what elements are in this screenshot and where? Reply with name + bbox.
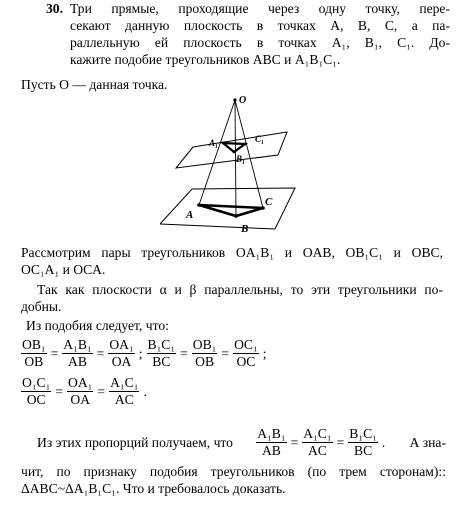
label-a: A — [186, 209, 194, 221]
fraction — [147, 338, 177, 369]
fraction-numerator: OA₁ — [68, 375, 93, 390]
fraction-numerator: A₁C₁ — [110, 375, 139, 390]
label-a1: A₁ — [209, 138, 219, 148]
point-b — [234, 214, 238, 218]
equation-operator: = — [290, 434, 299, 450]
fraction — [348, 427, 378, 458]
equation-operator: = — [336, 434, 345, 450]
problem-line: секают данную плоскость в точках A, B, C, а па- — [70, 18, 450, 33]
label-b: B — [241, 223, 249, 235]
problem-number: 30. — [46, 1, 63, 16]
fraction-denominator: AB — [261, 443, 281, 458]
conclusion-start: Из этих пропорций получаем, что — [37, 434, 233, 450]
equation-operator: = — [50, 345, 59, 361]
equation-operator: = — [55, 383, 64, 399]
equation-operator: = — [96, 345, 105, 361]
problem-line: Три прямые, проходящие через одну точку, пере- — [70, 1, 450, 16]
fraction-numerator: O₁C₁ — [22, 375, 51, 390]
paragraph-planes — [21, 281, 443, 315]
fraction — [62, 338, 92, 369]
fraction-denominator: AB — [68, 354, 87, 369]
label-o: O — [239, 95, 247, 106]
point-o — [233, 98, 236, 101]
equation-operator: . — [143, 383, 147, 399]
fraction-numerator: OB₁ — [22, 337, 46, 352]
equation-operator: = — [180, 345, 188, 361]
problem-line: раллельную ей плоскость в точках A₁, B₁, C₁. До- — [70, 35, 450, 50]
fraction — [256, 427, 286, 458]
from-similarity: Из подобия следует, что: — [26, 318, 169, 333]
fraction — [108, 338, 134, 369]
conclusion-line-1 — [21, 427, 446, 458]
text-line: Рассмотрим пары треугольников OA₁B₁ и OAB, OB₁C₁ и OBC, — [21, 245, 443, 260]
text-line: Так как плоскости α и β параллельны, то эти треугольники по- — [37, 282, 443, 297]
fraction-denominator: BC — [152, 354, 171, 369]
fraction — [233, 338, 259, 369]
label-c1: C₁ — [255, 134, 265, 144]
fraction-denominator: OC — [236, 354, 256, 369]
problem-statement — [46, 0, 450, 68]
label-b1: B₁ — [236, 154, 246, 164]
fraction — [67, 376, 93, 407]
fraction-numerator: OB₁ — [192, 337, 217, 352]
fraction — [302, 427, 332, 458]
fraction-numerator: B₁C₁ — [147, 337, 176, 352]
fraction-numerator: A₁B₁ — [63, 337, 92, 352]
problem-line: кажите подобие треугольников ABC и A₁B₁C₁. — [70, 52, 341, 67]
equation-operator: = — [97, 383, 106, 399]
point-b1 — [233, 151, 236, 154]
fraction-denominator: AC — [307, 443, 327, 458]
fraction — [192, 338, 218, 369]
lower-plane — [160, 188, 295, 229]
fraction-numerator: OA₁ — [109, 337, 134, 352]
fraction-numerator: OC₁ — [234, 337, 258, 352]
fraction-denominator: OA — [70, 392, 91, 407]
text-line: OC₁A₁ и OCA. — [21, 262, 106, 277]
proportion-row-1 — [21, 338, 268, 369]
text-line: добны. — [21, 299, 62, 314]
fraction-denominator: BC — [354, 443, 373, 458]
fraction-denominator: OA — [111, 354, 132, 369]
conclusion-line-2: чит, по признаку подобия треугольников (по трем сторонам):: — [21, 464, 446, 479]
fraction-numerator: A₁C₁ — [303, 426, 332, 441]
point-c1 — [244, 143, 247, 146]
conclusion-end: А зна- — [409, 434, 446, 450]
fraction — [109, 376, 139, 407]
equation-operator: ; — [262, 345, 267, 361]
equation-operator: . — [381, 434, 386, 450]
fraction-denominator: OB — [195, 354, 215, 369]
point-a — [197, 203, 201, 207]
fraction-denominator: AC — [114, 392, 134, 407]
point-a1 — [222, 142, 225, 145]
fraction — [21, 376, 51, 407]
fraction-numerator: A₁B₁ — [257, 426, 286, 441]
equation-operator: = — [221, 345, 230, 361]
paragraph-pairs — [21, 244, 443, 278]
label-c: C — [265, 196, 273, 208]
proportion-row-2 — [21, 376, 148, 407]
fraction-numerator: B₁C₁ — [349, 426, 377, 441]
conclusion-proportion — [256, 427, 386, 458]
triangle-abc — [199, 205, 263, 216]
fraction — [21, 338, 47, 369]
fraction-denominator: OC — [26, 392, 46, 407]
geometry-figure — [160, 92, 310, 242]
solution-intro: Пусть O — данная точка. — [21, 77, 168, 92]
fraction-denominator: OB — [24, 354, 44, 369]
conclusion-line-3: ΔABC~ΔA₁B₁C₁. Что и требовалось доказать. — [21, 481, 286, 496]
equation-operator: ; — [138, 345, 143, 361]
